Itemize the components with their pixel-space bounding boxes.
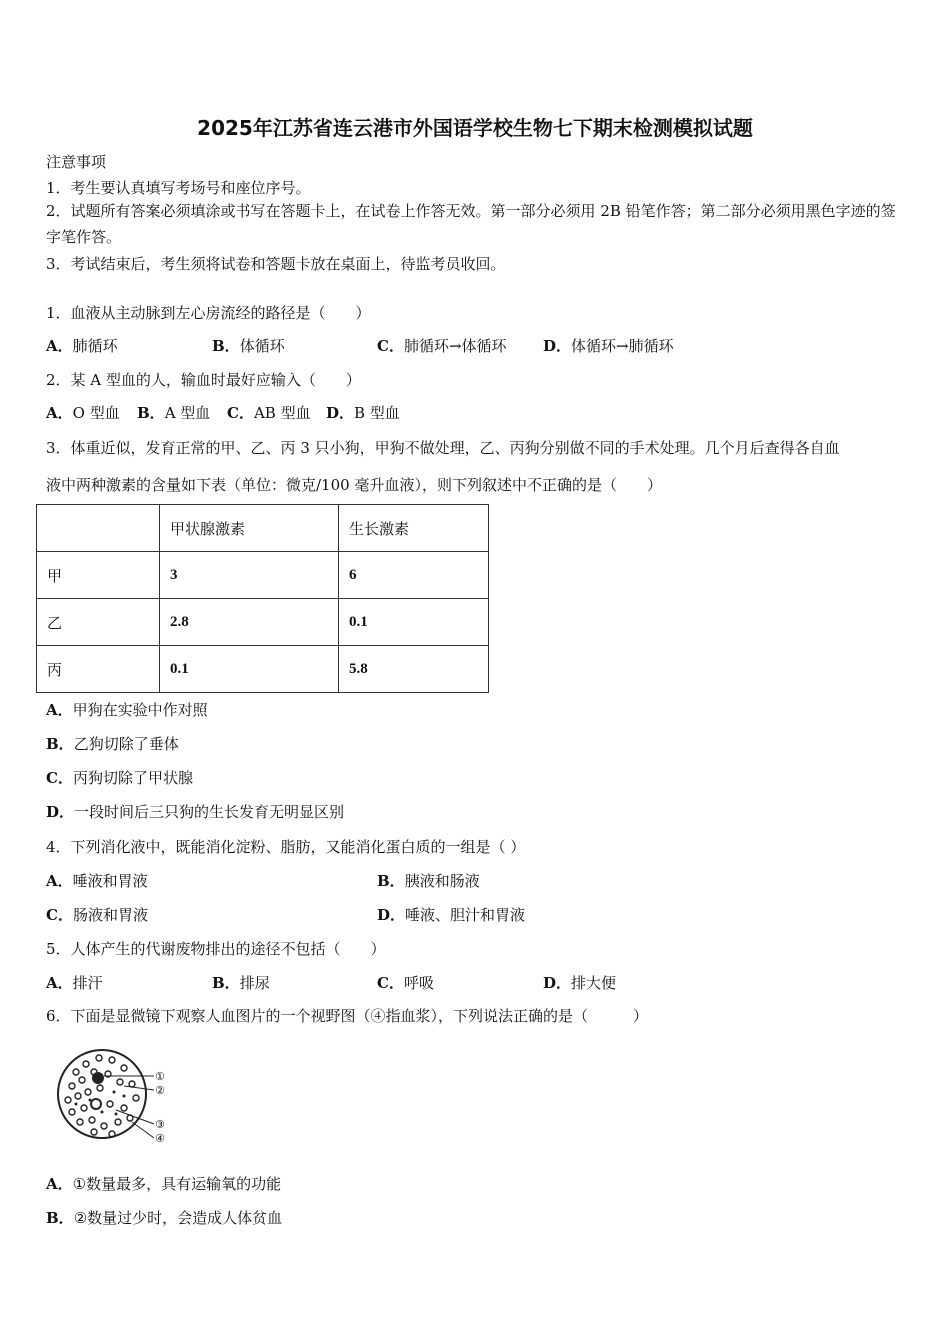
- q1-option-c: C．肺循环→体循环: [377, 337, 507, 355]
- q3-option-d: D．一段时间后三只狗的生长发育无明显区别: [46, 803, 345, 821]
- table-header-cell: [37, 505, 160, 552]
- notice-item-2: 2．试题所有答案必须填涂或书写在答题卡上，在试卷上作答无效。第一部分必须用 2B 铅笔作答；第二部分必须用黑色字迹的签字笔作答。: [46, 202, 896, 246]
- q5-option-c: C．呼吸: [377, 974, 434, 992]
- red-blood-cells: [65, 1055, 139, 1137]
- table-cell: 甲: [37, 552, 160, 599]
- page-title: 2025年江苏省连云港市外国语学校生物七下期末检测模拟试题: [197, 116, 753, 140]
- figure-label-2: ②: [155, 1084, 165, 1097]
- blood-microscope-figure: [54, 1042, 184, 1150]
- q4-option-c: C．肠液和胃液: [46, 906, 148, 924]
- table-header-cell: 生长激素: [339, 505, 489, 552]
- question-2-stem: 2．某 A 型血的人，输血时最好应输入（ ）: [46, 371, 361, 389]
- figure-label-1: ①: [155, 1070, 165, 1083]
- q6-option-b: B．②数量过少时，会造成人体贫血: [46, 1209, 283, 1227]
- q2-option-b: B．A 型血: [137, 404, 211, 422]
- figure-label-3: ③: [155, 1118, 165, 1131]
- notice-heading: 注意事项: [46, 153, 107, 171]
- notice-item-3: 3．考试结束后，考生须将试卷和答题卡放在桌面上，待监考员收回。: [46, 255, 506, 273]
- q4-option-a: A．唾液和胃液: [46, 872, 148, 890]
- question-1-stem: 1．血液从主动脉到左心房流经的路径是（ ）: [46, 304, 371, 322]
- question-3-stem-line-2: 液中两种激素的含量如下表（单位：微克/100 毫升血液），则下列叙述中不正确的是（ ）: [46, 476, 662, 494]
- q2-option-c: C．AB 型血: [227, 404, 311, 422]
- table-cell: 乙: [37, 599, 160, 646]
- question-4-stem: 4．下列消化液中，既能消化淀粉、脂肪，又能消化蛋白质的一组是（ ）: [46, 838, 526, 856]
- notice-item-1: 1．考生要认真填写考场号和座位序号。: [46, 179, 311, 197]
- figure-label-4: ④: [155, 1132, 165, 1145]
- table-row: [37, 646, 489, 693]
- table-cell: 3: [160, 552, 339, 599]
- table-cell: 6: [339, 552, 489, 599]
- q2-option-d: D．B 型血: [326, 404, 400, 422]
- q5-option-d: D．排大便: [543, 974, 617, 992]
- table-row: [37, 552, 489, 599]
- q6-option-a: A．①数量最多，具有运输氧的功能: [46, 1175, 282, 1193]
- q3-option-b: B．乙狗切除了垂体: [46, 735, 179, 753]
- question-3-stem-line-1: 3．体重近似，发育正常的甲、乙、丙 3 只小狗，甲狗不做处理，乙、丙狗分别做不同的手术处理。几个月后查得各自血: [46, 439, 840, 457]
- white-blood-cell: [92, 1072, 104, 1084]
- q5-option-a: A．排汗: [46, 974, 103, 992]
- q3-option-c: C．丙狗切除了甲状腺: [46, 769, 193, 787]
- table-header-row: [37, 505, 489, 552]
- white-blood-cell-2: [91, 1099, 101, 1109]
- table-cell: 5.8: [339, 646, 489, 693]
- table-cell: 0.1: [339, 599, 489, 646]
- q1-option-d: D．体循环→肺循环: [543, 337, 674, 355]
- q1-option-b: B．体循环: [212, 337, 285, 355]
- table-row: [37, 599, 489, 646]
- hormone-table: [36, 504, 489, 693]
- table-cell: 2.8: [160, 599, 339, 646]
- table-header-cell: 甲状腺激素: [160, 505, 339, 552]
- table-cell: 丙: [37, 646, 160, 693]
- q4-option-b: B．胰液和肠液: [377, 872, 480, 890]
- q5-option-b: B．排尿: [212, 974, 270, 992]
- q1-option-a: A．肺循环: [46, 337, 118, 355]
- q3-option-a: A．甲狗在实验中作对照: [46, 701, 208, 719]
- question-5-stem: 5．人体产生的代谢废物排出的途径不包括（ ）: [46, 940, 386, 958]
- table-cell: 0.1: [160, 646, 339, 693]
- q4-option-d: D．唾液、胆汁和胃液: [377, 906, 526, 924]
- q2-option-a: A．O 型血: [46, 404, 120, 422]
- question-6-stem: 6．下面是显微镜下观察人血图片的一个视野图（④指血浆），下列说法正确的是（ ）: [46, 1007, 649, 1025]
